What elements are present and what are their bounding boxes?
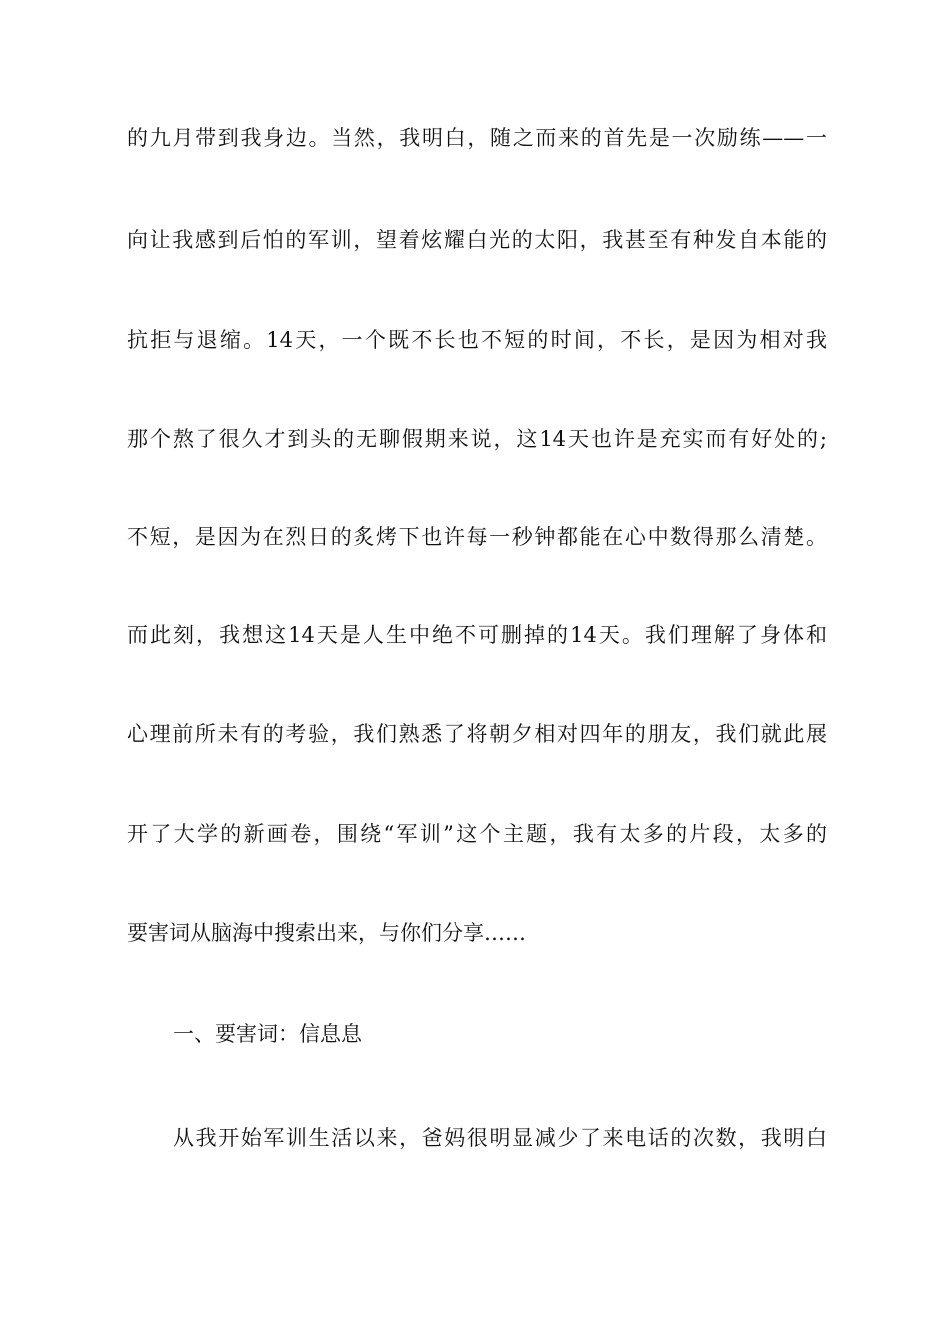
- paragraph-line: 开了大学的新画卷，围绕“军训”这个主题，我有太多的片段，太多的: [127, 822, 827, 846]
- paragraph-line-last: 要害词从脑海中搜索出来，与你们分享……: [127, 921, 526, 945]
- paragraph-line: 那个熬了很久才到头的无聊假期来说，这14天也许是充实而有好处的;: [127, 427, 827, 451]
- paragraph-line: 抗拒与退缩。14天，一个既不长也不短的时间，不长，是因为相对我: [127, 328, 827, 352]
- paragraph-line: 的九月带到我身边。当然，我明白，随之而来的首先是一次励练——一: [127, 126, 827, 150]
- paragraph-line: 而此刻，我想这14天是人生中绝不可删掉的14天。我们理解了身体和: [127, 623, 827, 647]
- paragraph-line: 不短，是因为在烈日的炙烤下也许每一秒钟都能在心中数得那么清楚。: [127, 525, 827, 549]
- paragraph-line: 心理前所未有的考验，我们熟悉了将朝夕相对四年的朋友，我们就此展: [127, 722, 827, 746]
- paragraph-line: 从我开始军训生活以来，爸妈很明显减少了来电话的次数，我明白: [173, 1126, 827, 1150]
- paragraph-line: 向让我感到后怕的军训，望着炫耀白光的太阳，我甚至有种发自本能的: [127, 228, 827, 252]
- section-heading: 一、要害词：信息息: [173, 1022, 362, 1046]
